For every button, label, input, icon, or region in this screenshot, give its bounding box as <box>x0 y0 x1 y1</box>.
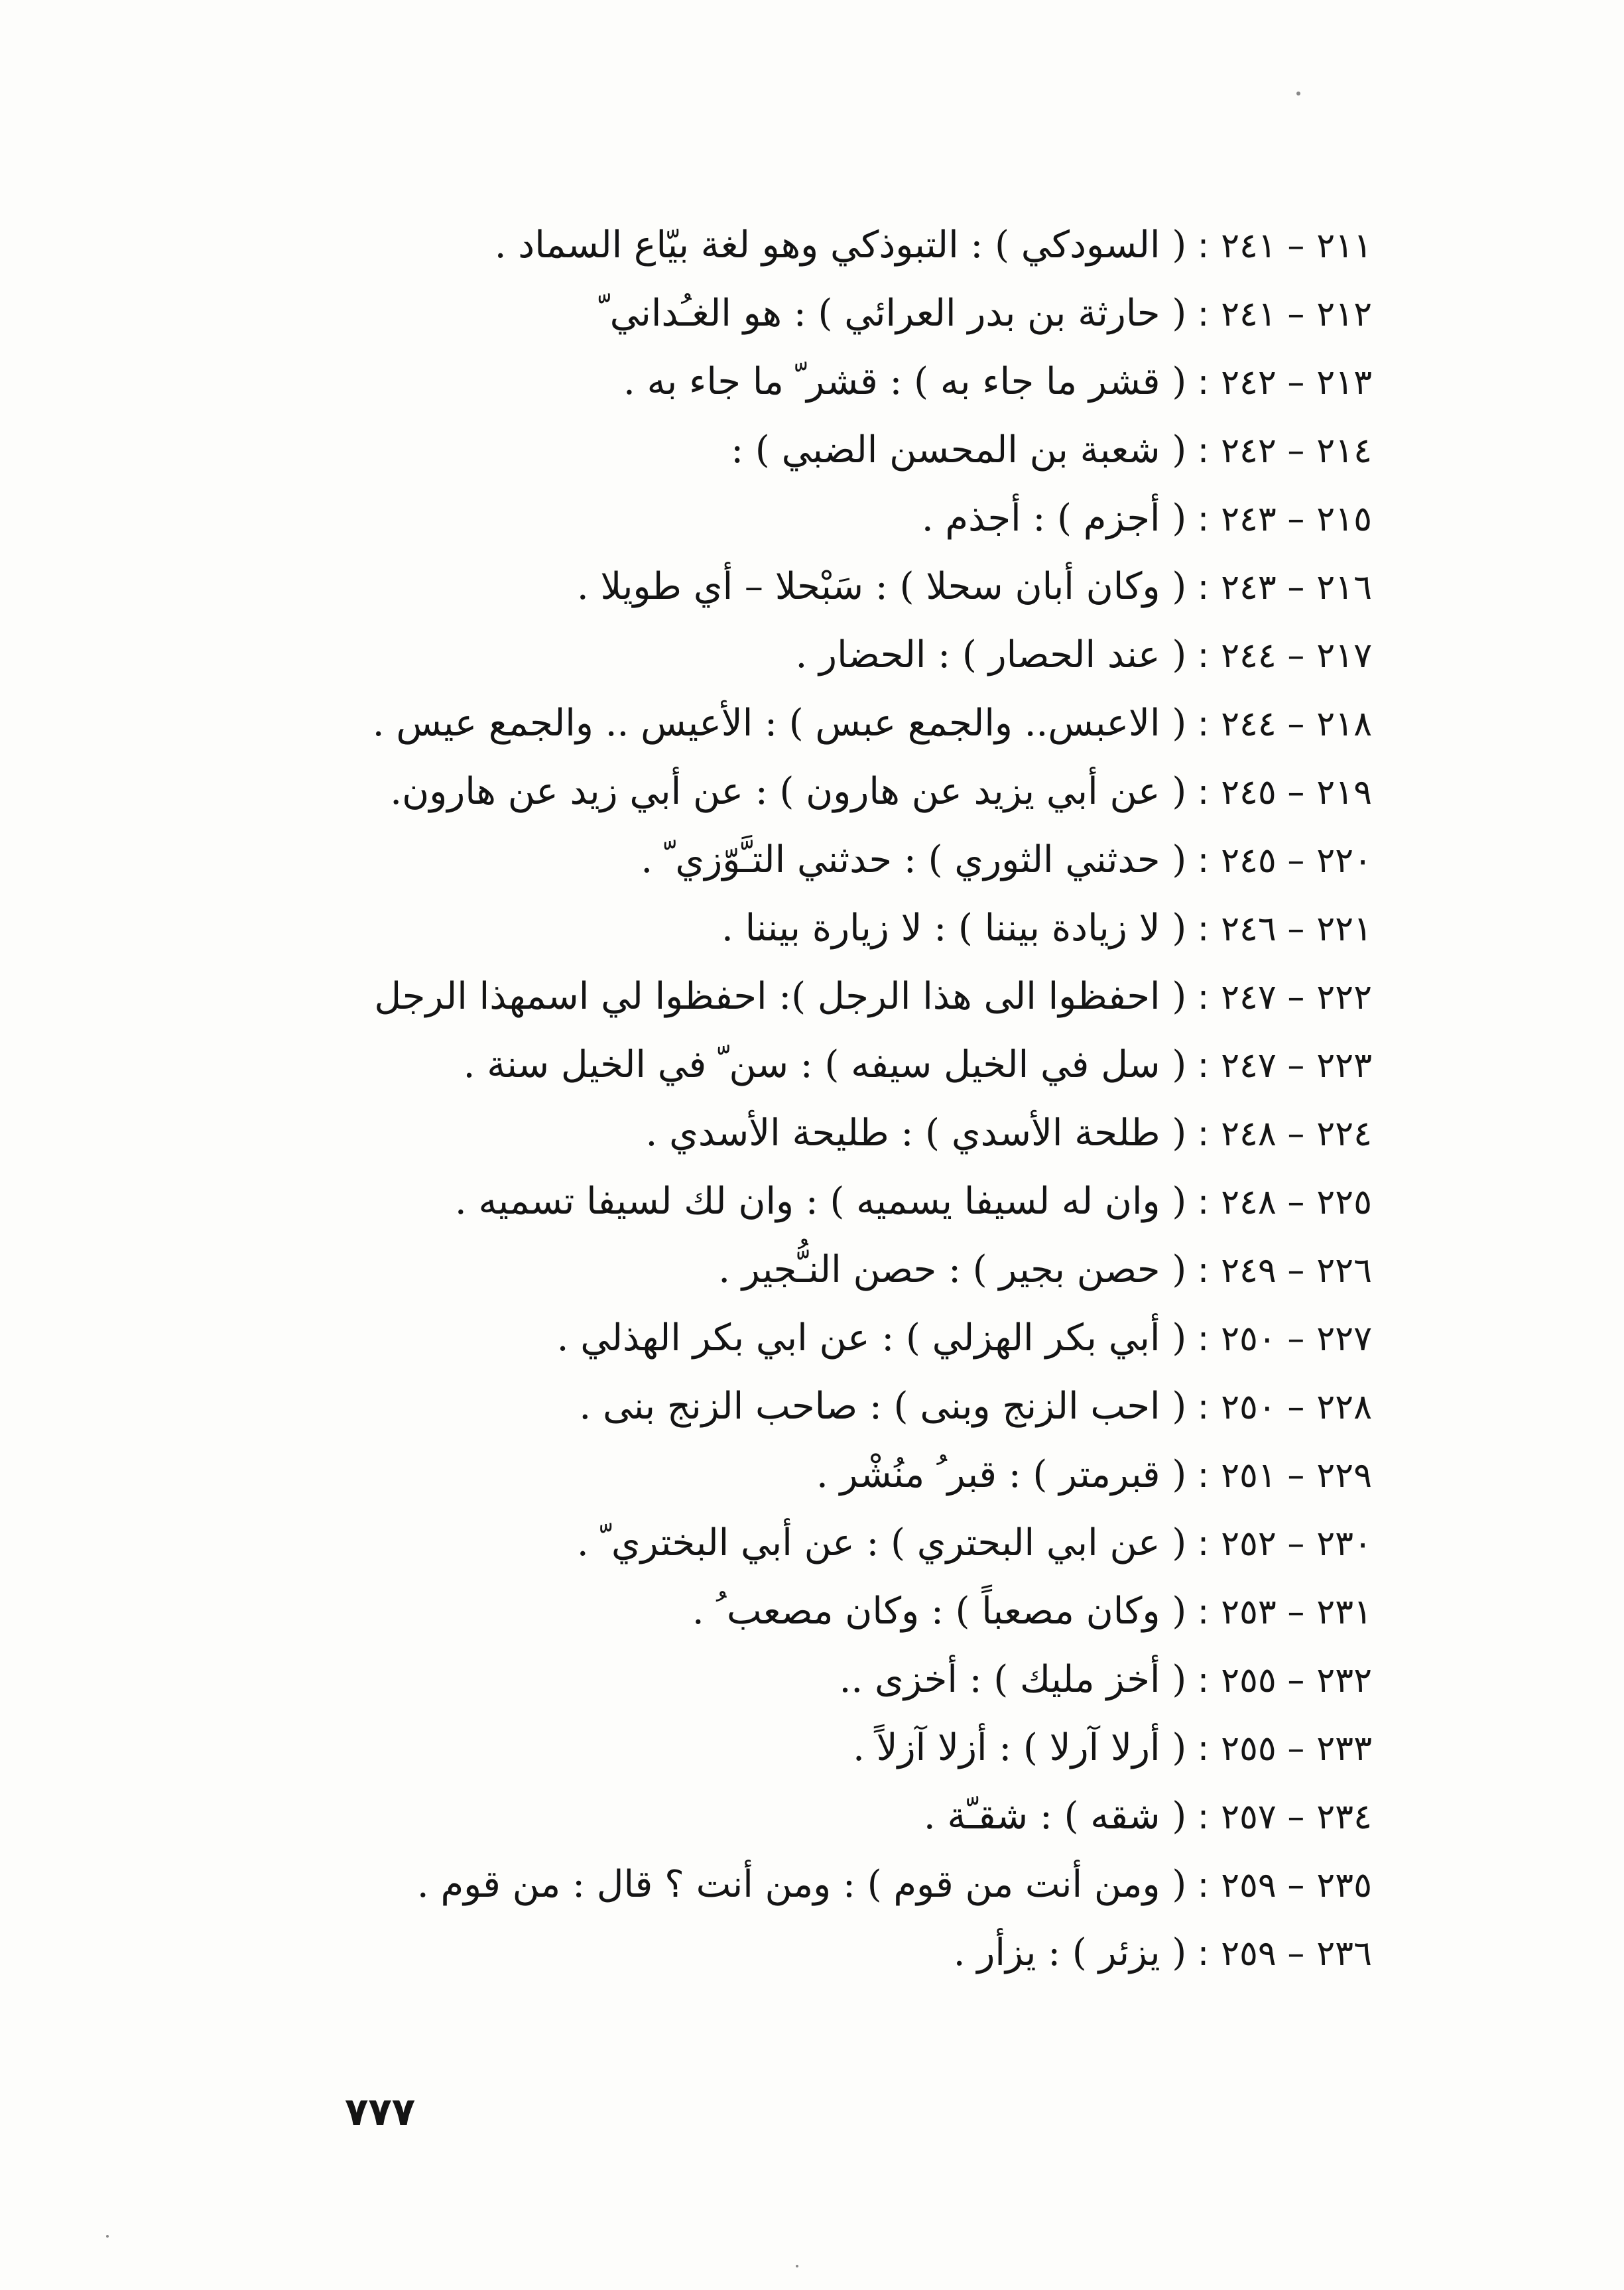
correction-text: ( أجزم ) : أجذم . <box>921 497 1187 540</box>
dash-separator: – <box>1276 1456 1305 1495</box>
list-item <box>245 689 1372 757</box>
dash-separator: – <box>1276 1934 1305 1974</box>
list-item <box>245 1236 1372 1304</box>
correction-text: ( طلحة الأسدي ) : طليحة الأسدي . <box>645 1112 1187 1155</box>
dash-separator: – <box>1276 1387 1305 1427</box>
dash-separator: – <box>1276 1114 1305 1154</box>
colon-separator: : <box>1186 1046 1210 1086</box>
correction-text: ( حارثة بن بدر العرائي ) : هو الغـُداني ّ <box>599 292 1187 335</box>
page-reference: ٢٤٢ <box>1221 363 1277 403</box>
page-reference: ٢٤٨ <box>1221 1182 1277 1222</box>
dash-separator: – <box>1276 431 1305 471</box>
list-item <box>245 552 1372 621</box>
entry-number: ٢٢٠ <box>1316 841 1372 881</box>
entry-number: ٢٣١ <box>1316 1592 1372 1632</box>
dash-separator: – <box>1276 1046 1305 1086</box>
correction-text: ( يزئر ) : يزأر . <box>953 1931 1187 1974</box>
correction-text: ( الاعبس.. والجمع عبس ) : الأعيس .. والجمع عيس . <box>372 702 1187 745</box>
dash-separator: – <box>1276 226 1305 266</box>
list-item <box>245 416 1372 484</box>
entry-number: ٢٣٢ <box>1316 1661 1372 1700</box>
page-number: ٧٧٧ <box>345 2089 416 2134</box>
colon-separator: : <box>1186 1456 1210 1495</box>
page-reference: ٢٤٥ <box>1221 841 1277 881</box>
entry-number: ٢١٩ <box>1316 773 1372 812</box>
dash-separator: – <box>1276 294 1305 334</box>
page-reference: ٢٤١ <box>1221 226 1277 266</box>
dash-separator: – <box>1276 499 1305 539</box>
page-reference: ٢٥١ <box>1221 1456 1277 1495</box>
correction-text: ( احفظوا الى هذا الرجل ): احفظوا لي اسمهذا الرجل <box>374 975 1187 1018</box>
entry-number: ٢٣٤ <box>1316 1797 1372 1837</box>
list-item <box>245 1099 1372 1167</box>
list-item <box>245 894 1372 962</box>
correction-text: ( ومن أنت من قوم ) : ومن أنت ؟ قال : من قوم . <box>416 1863 1187 1906</box>
colon-separator: : <box>1186 1592 1210 1632</box>
entry-number: ٢١٥ <box>1316 499 1372 539</box>
page-reference: ٢٥٢ <box>1221 1524 1277 1564</box>
entry-number: ٢٢٩ <box>1316 1456 1372 1495</box>
list-item <box>245 1372 1372 1440</box>
dash-separator: – <box>1276 704 1305 744</box>
page-reference: ٢٥٧ <box>1221 1797 1277 1837</box>
page-reference: ٢٤٨ <box>1221 1114 1277 1154</box>
entry-number: ٢٢٤ <box>1316 1114 1372 1154</box>
page-reference: ٢٥٣ <box>1221 1592 1277 1632</box>
page-reference: ٢٤٩ <box>1221 1251 1277 1291</box>
correction-text: ( عن أبي يزيد عن هارون ) : عن أبي زيد عن هارون. <box>390 770 1187 813</box>
dash-separator: – <box>1276 568 1305 607</box>
dash-separator: – <box>1276 909 1305 949</box>
entry-number: ٢١١ <box>1316 226 1372 266</box>
colon-separator: : <box>1186 568 1210 607</box>
entry-number: ٢٢٢ <box>1316 978 1372 1017</box>
colon-separator: : <box>1186 431 1210 471</box>
colon-separator: : <box>1186 1251 1210 1291</box>
list-item <box>245 962 1372 1031</box>
entry-number: ٢١٣ <box>1316 363 1372 403</box>
list-item <box>245 1304 1372 1372</box>
entry-number: ٢٢٨ <box>1316 1387 1372 1427</box>
entry-number: ٢١٦ <box>1316 568 1372 607</box>
list-item <box>245 1919 1372 1987</box>
list-item <box>245 279 1372 348</box>
page-reference: ٢٥٩ <box>1221 1866 1277 1905</box>
list-item <box>245 1031 1372 1099</box>
correction-text: ( لا زيادة بيننا ) : لا زيارة بيننا . <box>721 907 1187 950</box>
correction-text: ( قشر ما جاء به ) : قشر ّ ما جاء به . <box>623 360 1187 403</box>
list-item <box>245 1714 1372 1782</box>
colon-separator: : <box>1186 841 1210 881</box>
dash-separator: – <box>1276 363 1305 403</box>
dash-separator: – <box>1276 1797 1305 1837</box>
corrections-list <box>245 211 1372 1987</box>
scan-speck <box>796 2265 798 2267</box>
entry-number: ٢٣٣ <box>1316 1729 1372 1769</box>
list-item <box>245 1850 1372 1919</box>
colon-separator: : <box>1186 704 1210 744</box>
correction-text: ( سل في الخيل سيفه ) : سن ّ في الخيل سنة . <box>463 1043 1187 1086</box>
correction-text: ( شقه ) : شقـّة . <box>923 1795 1187 1838</box>
page-reference: ٢٤٧ <box>1221 1046 1277 1086</box>
list-item <box>245 621 1372 689</box>
page-reference: ٢٤٣ <box>1221 499 1277 539</box>
entry-number: ٢١٤ <box>1316 431 1372 471</box>
colon-separator: : <box>1186 1387 1210 1427</box>
page-reference: ٢٥٥ <box>1221 1661 1277 1700</box>
page-reference: ٢٥٩ <box>1221 1934 1277 1974</box>
list-item <box>245 1509 1372 1577</box>
page-reference: ٢٤٥ <box>1221 773 1277 812</box>
dash-separator: – <box>1276 841 1305 881</box>
dash-separator: – <box>1276 1182 1305 1222</box>
dash-separator: – <box>1276 636 1305 676</box>
correction-text: ( أبي بكر الهزلي ) : عن ابي بكر الهذلي . <box>556 1316 1187 1360</box>
dash-separator: – <box>1276 1661 1305 1700</box>
page-reference: ٢٥٥ <box>1221 1729 1277 1769</box>
list-item <box>245 826 1372 894</box>
list-item <box>245 1782 1372 1850</box>
page-reference: ٢٥٠ <box>1221 1319 1277 1359</box>
correction-text: ( حدثني الثوري ) : حدثني التـَّوّزي ّ . <box>641 838 1187 881</box>
correction-text: ( شعبة بن المحسن الضبي ) : <box>731 428 1187 472</box>
colon-separator: : <box>1186 636 1210 676</box>
entry-number: ٢١٨ <box>1316 704 1372 744</box>
dash-separator: – <box>1276 1319 1305 1359</box>
entry-number: ٢٣٠ <box>1316 1524 1372 1564</box>
correction-text: ( أرلا آرلا ) : أزلا آزلاً . <box>853 1726 1187 1769</box>
list-item <box>245 1645 1372 1714</box>
correction-text: ( عند الحصار ) : الحضار . <box>795 633 1187 676</box>
entry-number: ٢٢٧ <box>1316 1319 1372 1359</box>
entry-number: ٢١٧ <box>1316 636 1372 676</box>
colon-separator: : <box>1186 1524 1210 1564</box>
entry-number: ٢٢١ <box>1316 909 1372 949</box>
correction-text: ( حصن بجير ) : حصن النـُّجير . <box>718 1248 1187 1291</box>
dash-separator: – <box>1276 1524 1305 1564</box>
page-reference: ٢٥٠ <box>1221 1387 1277 1427</box>
dash-separator: – <box>1276 1866 1305 1905</box>
colon-separator: : <box>1186 1661 1210 1700</box>
page-reference: ٢٤٤ <box>1221 704 1277 744</box>
colon-separator: : <box>1186 978 1210 1017</box>
correction-text: ( عن ابي البحتري ) : عن أبي البختري ّ . <box>576 1521 1187 1564</box>
colon-separator: : <box>1186 1797 1210 1837</box>
colon-separator: : <box>1186 1866 1210 1905</box>
page-reference: ٢٤٣ <box>1221 568 1277 607</box>
correction-text: ( احب الزنج وبنى ) : صاحب الزنج بنى . <box>579 1385 1187 1428</box>
entry-number: ٢٣٦ <box>1316 1934 1372 1974</box>
list-item <box>245 1167 1372 1236</box>
list-item <box>245 348 1372 416</box>
dash-separator: – <box>1276 773 1305 812</box>
colon-separator: : <box>1186 363 1210 403</box>
list-item <box>245 211 1372 279</box>
correction-text: ( أخز مليك ) : أخزى .. <box>839 1658 1187 1701</box>
colon-separator: : <box>1186 1114 1210 1154</box>
entry-number: ٢٢٦ <box>1316 1251 1372 1291</box>
page-reference: ٢٤٢ <box>1221 431 1277 471</box>
list-item <box>245 757 1372 826</box>
list-item <box>245 484 1372 552</box>
colon-separator: : <box>1186 1934 1210 1974</box>
correction-text: ( وكان أبان سحلا ) : سَبْحلا – أي طويلا . <box>576 565 1187 608</box>
scan-speck <box>106 2235 109 2238</box>
page-reference: ٢٤١ <box>1221 294 1277 334</box>
page-reference: ٢٤٦ <box>1221 909 1277 949</box>
dash-separator: – <box>1276 978 1305 1017</box>
colon-separator: : <box>1186 294 1210 334</box>
colon-separator: : <box>1186 226 1210 266</box>
colon-separator: : <box>1186 909 1210 949</box>
colon-separator: : <box>1186 773 1210 812</box>
list-item <box>245 1577 1372 1645</box>
dash-separator: – <box>1276 1729 1305 1769</box>
scan-speck <box>1296 92 1300 95</box>
dash-separator: – <box>1276 1592 1305 1632</box>
list-item <box>245 1440 1372 1509</box>
entry-number: ٢٢٥ <box>1316 1182 1372 1222</box>
page-reference: ٢٤٤ <box>1221 636 1277 676</box>
dash-separator: – <box>1276 1251 1305 1291</box>
correction-text: ( وكان مصعباً ) : وكان مصعب ُ . <box>692 1590 1187 1633</box>
entry-number: ٢٢٣ <box>1316 1046 1372 1086</box>
colon-separator: : <box>1186 499 1210 539</box>
correction-text: ( وان له لسيفا يسميه ) : وان لك لسيفا تسميه . <box>454 1180 1187 1223</box>
entry-number: ٢٣٥ <box>1316 1866 1372 1905</box>
page-reference: ٢٤٧ <box>1221 978 1277 1017</box>
colon-separator: : <box>1186 1182 1210 1222</box>
correction-text: ( السودكي ) : التبوذكي وهو لغة بيّاع السماد . <box>494 223 1187 267</box>
colon-separator: : <box>1186 1319 1210 1359</box>
correction-text: ( قبرمتر ) : قبر ُ منُشْر . <box>816 1453 1187 1496</box>
entry-number: ٢١٢ <box>1316 294 1372 334</box>
colon-separator: : <box>1186 1729 1210 1769</box>
